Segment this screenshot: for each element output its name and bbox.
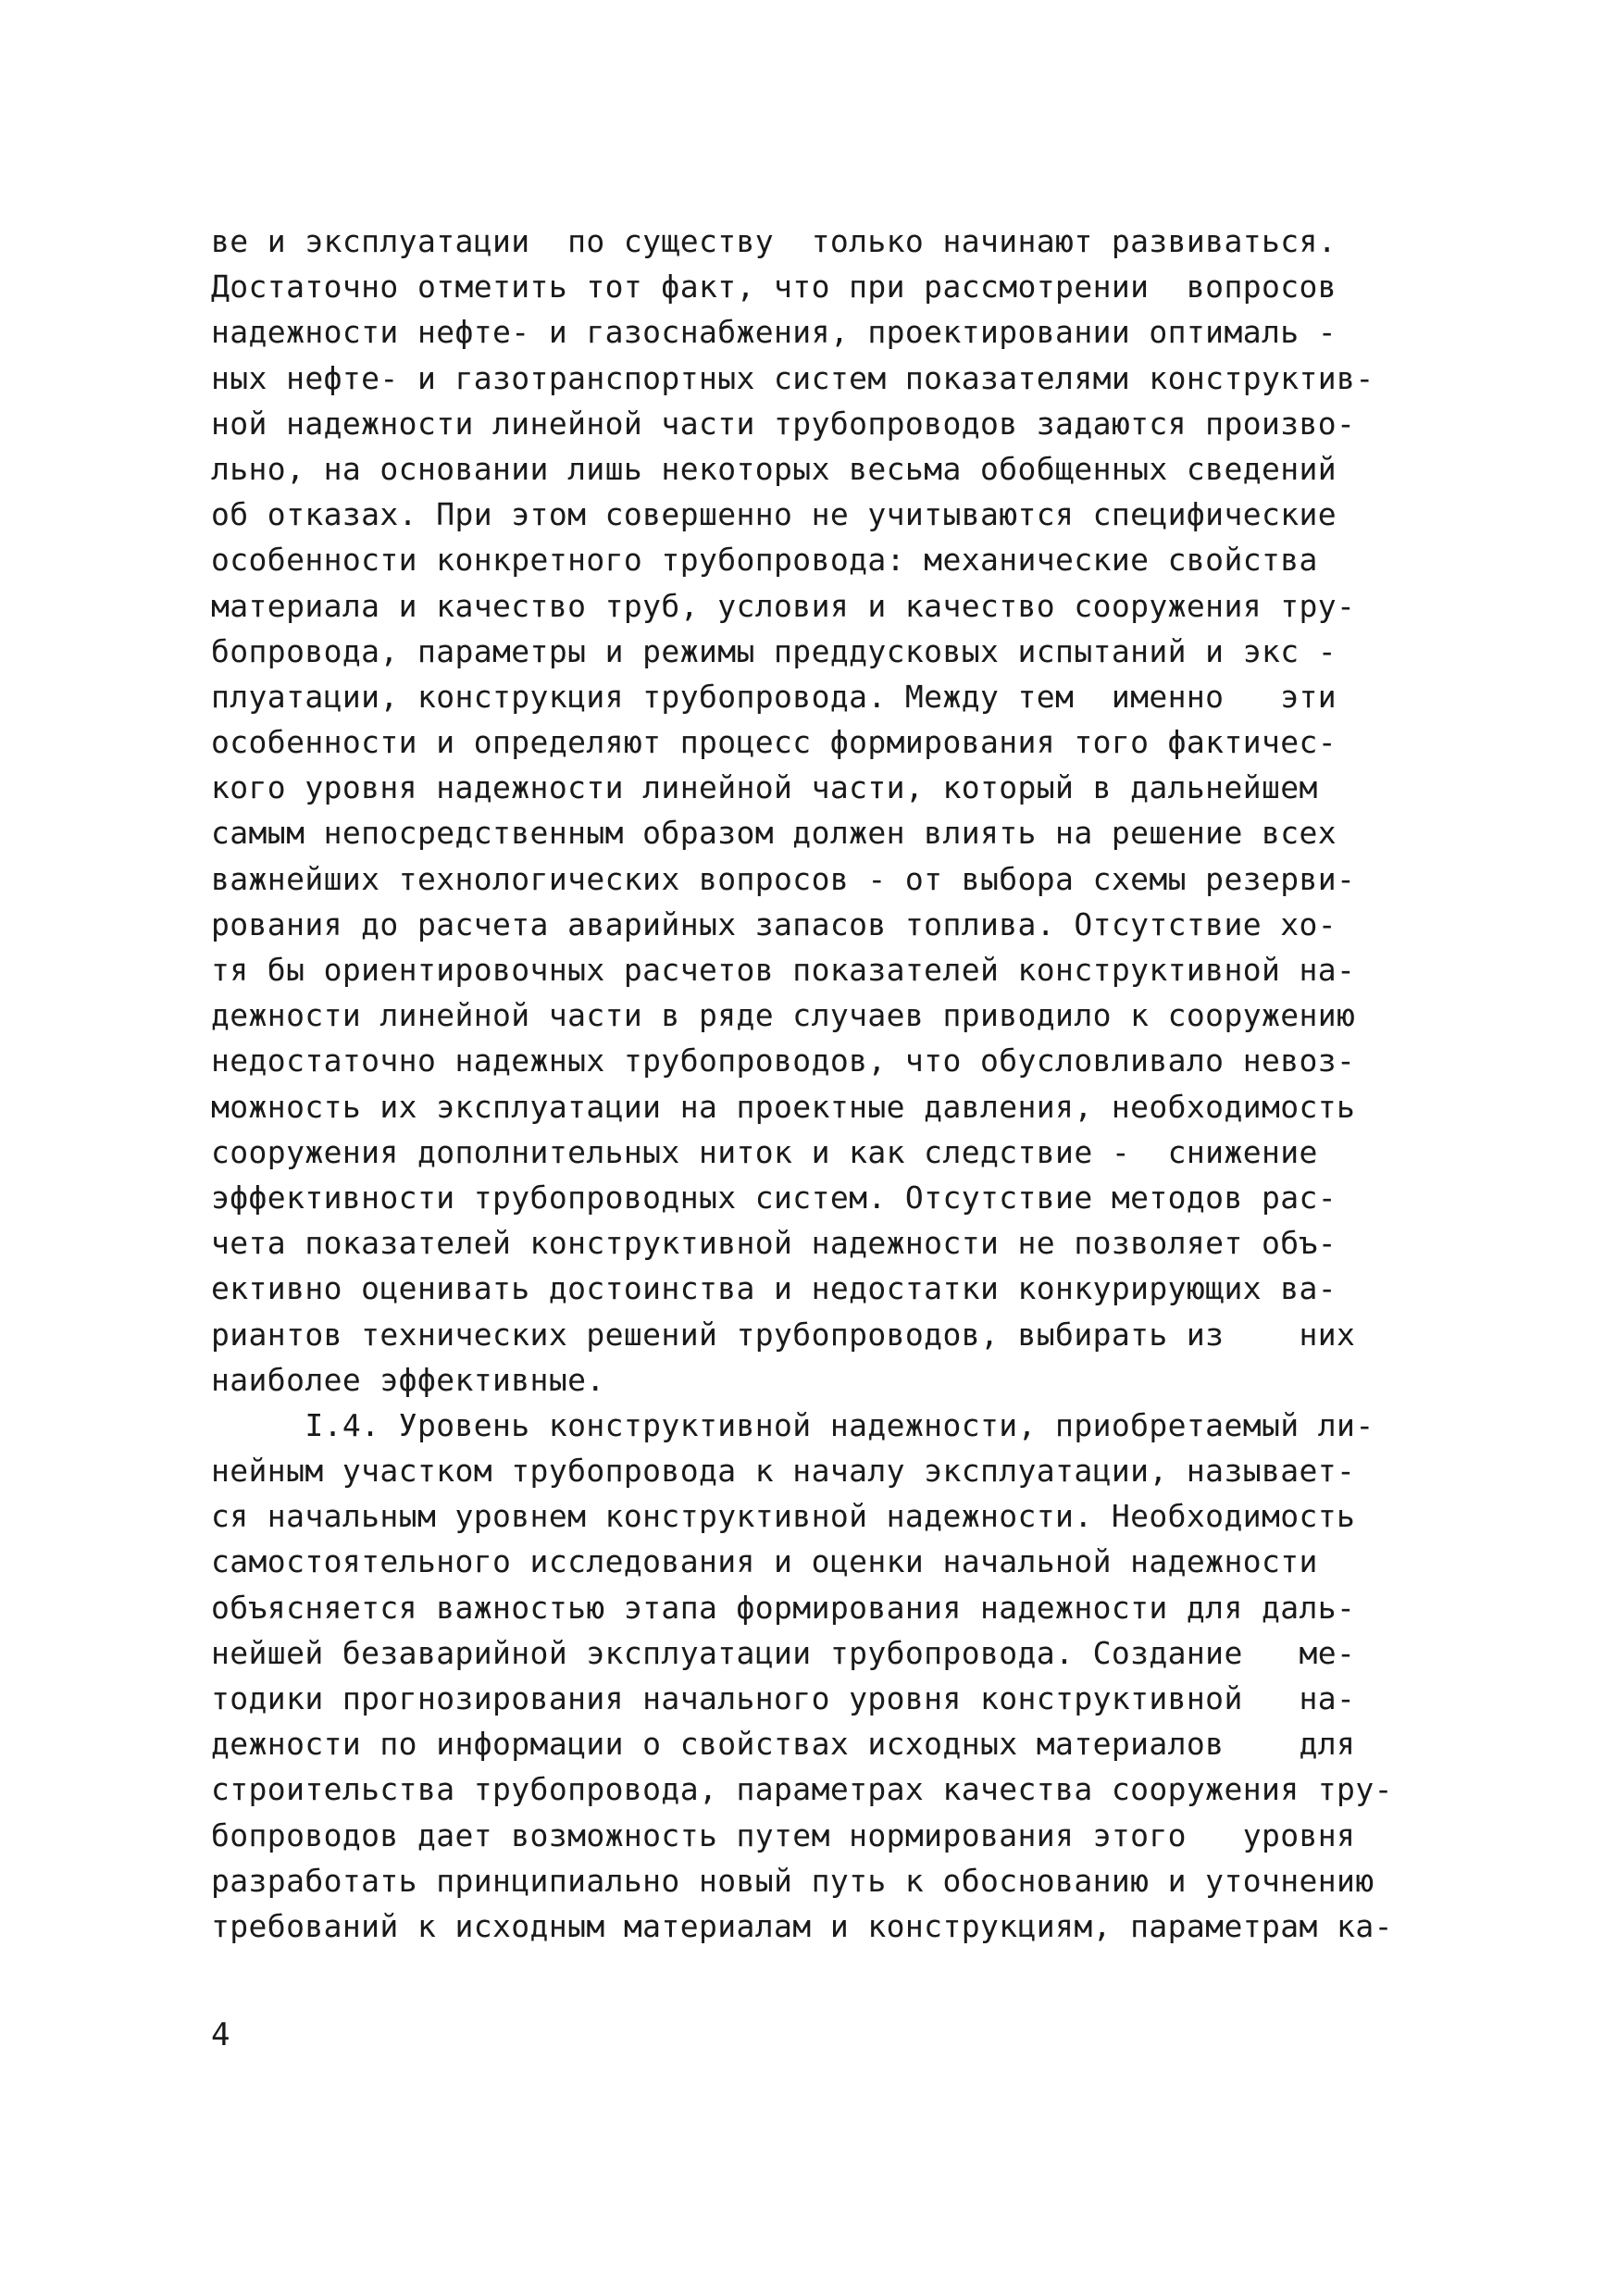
text-line: объясняется важностью этапа формирования надежности для даль- bbox=[211, 1589, 1356, 1626]
text-line: бопровода, параметры и режимы преддусковых испытаний и экс - bbox=[211, 632, 1337, 669]
text-line: сооружения дополнительных ниток и как следствие - снижение bbox=[211, 1133, 1318, 1170]
page-number: 4 bbox=[211, 2016, 230, 2053]
text-line: тя бы ориентировочных расчетов показателей конструктивной на- bbox=[211, 952, 1356, 988]
text-line: плуатации, конструкция трубопровода. Между тем именно эти bbox=[211, 678, 1337, 715]
text-line: разработать принципиально новый путь к обоснованию и уточнению bbox=[211, 1862, 1374, 1899]
text-line: материала и качество труб, условия и качество сооружения тру- bbox=[211, 587, 1356, 624]
text-line: нейным участком трубопровода к началу эксплуатации, называет- bbox=[211, 1453, 1356, 1490]
text-line: I.4. Уровень конструктивной надежности, приобретаемый ли- bbox=[211, 1406, 1374, 1443]
text-line: ся начальным уровнем конструктивной надежности. Необходимость bbox=[211, 1498, 1356, 1535]
text-line: наиболее эффективные. bbox=[211, 1361, 605, 1398]
text-line: важнейших технологических вопросов - от выбора схемы резерви- bbox=[211, 860, 1356, 897]
text-line: чета показателей конструктивной надежности не позволяет объ- bbox=[211, 1225, 1337, 1262]
text-line: об отказах. При этом совершенно не учитываются специфические bbox=[211, 496, 1337, 533]
text-line: кого уровня надежности линейной части, который в дальнейшем bbox=[211, 769, 1318, 806]
text-line: можность их эксплуатации на проектные давления, необходимость bbox=[211, 1088, 1356, 1125]
text-line: нейшей безаварийной эксплуатации трубопровода. Создание ме- bbox=[211, 1634, 1356, 1671]
text-line: тодики прогнозирования начального уровня конструктивной на- bbox=[211, 1680, 1356, 1716]
text-line: ективно оценивать достоинства и недостатки конкурирующих ва- bbox=[211, 1270, 1337, 1307]
text-line: строительства трубопровода, параметрах качества сооружения тру- bbox=[211, 1771, 1393, 1808]
text-line: требований к исходным материалам и конструкциям, параметрам ка- bbox=[211, 1907, 1393, 1944]
text-line: ных нефте- и газотранспортных систем показателями конструктив- bbox=[211, 359, 1374, 396]
text-line: особенности и определяют процесс формирования того фактичес- bbox=[211, 724, 1337, 761]
text-line: особенности конкретного трубопровода: механические свойства bbox=[211, 542, 1318, 579]
body-text bbox=[211, 218, 1414, 1949]
text-line: самостоятельного исследования и оценки начальной надежности bbox=[211, 1543, 1318, 1580]
text-line: недостаточно надежных трубопроводов, что обусловливало невоз- bbox=[211, 1042, 1356, 1079]
text-line: рования до расчета аварийных запасов топлива. Отсутствие хо- bbox=[211, 905, 1337, 942]
text-line: надежности нефте- и газоснабжения, проектировании оптималь - bbox=[211, 314, 1337, 351]
text-line: льно, на основании лишь некоторых весьма обобщенных сведений bbox=[211, 450, 1337, 487]
text-line: риантов технических решений трубопроводов, выбирать из них bbox=[211, 1316, 1356, 1353]
text-line: эффективности трубопроводных систем. Отсутствие методов рас- bbox=[211, 1179, 1337, 1216]
text-line: дежности по информации о свойствах исходных материалов для bbox=[211, 1726, 1356, 1763]
text-line: бопроводов дает возможность путем нормирования этого уровня bbox=[211, 1816, 1356, 1853]
text-line: ной надежности линейной части трубопроводов задаются произво- bbox=[211, 405, 1356, 442]
text-line: ве и эксплуатации по существу только начинают развиваться. bbox=[211, 223, 1337, 259]
text-line: Достаточно отметить тот факт, что при рассмотрении вопросов bbox=[211, 268, 1337, 306]
text-line: самым непосредственным образом должен влиять на решение всех bbox=[211, 815, 1337, 852]
text-line: дежности линейной части в ряде случаев приводило к сооружению bbox=[211, 997, 1356, 1034]
